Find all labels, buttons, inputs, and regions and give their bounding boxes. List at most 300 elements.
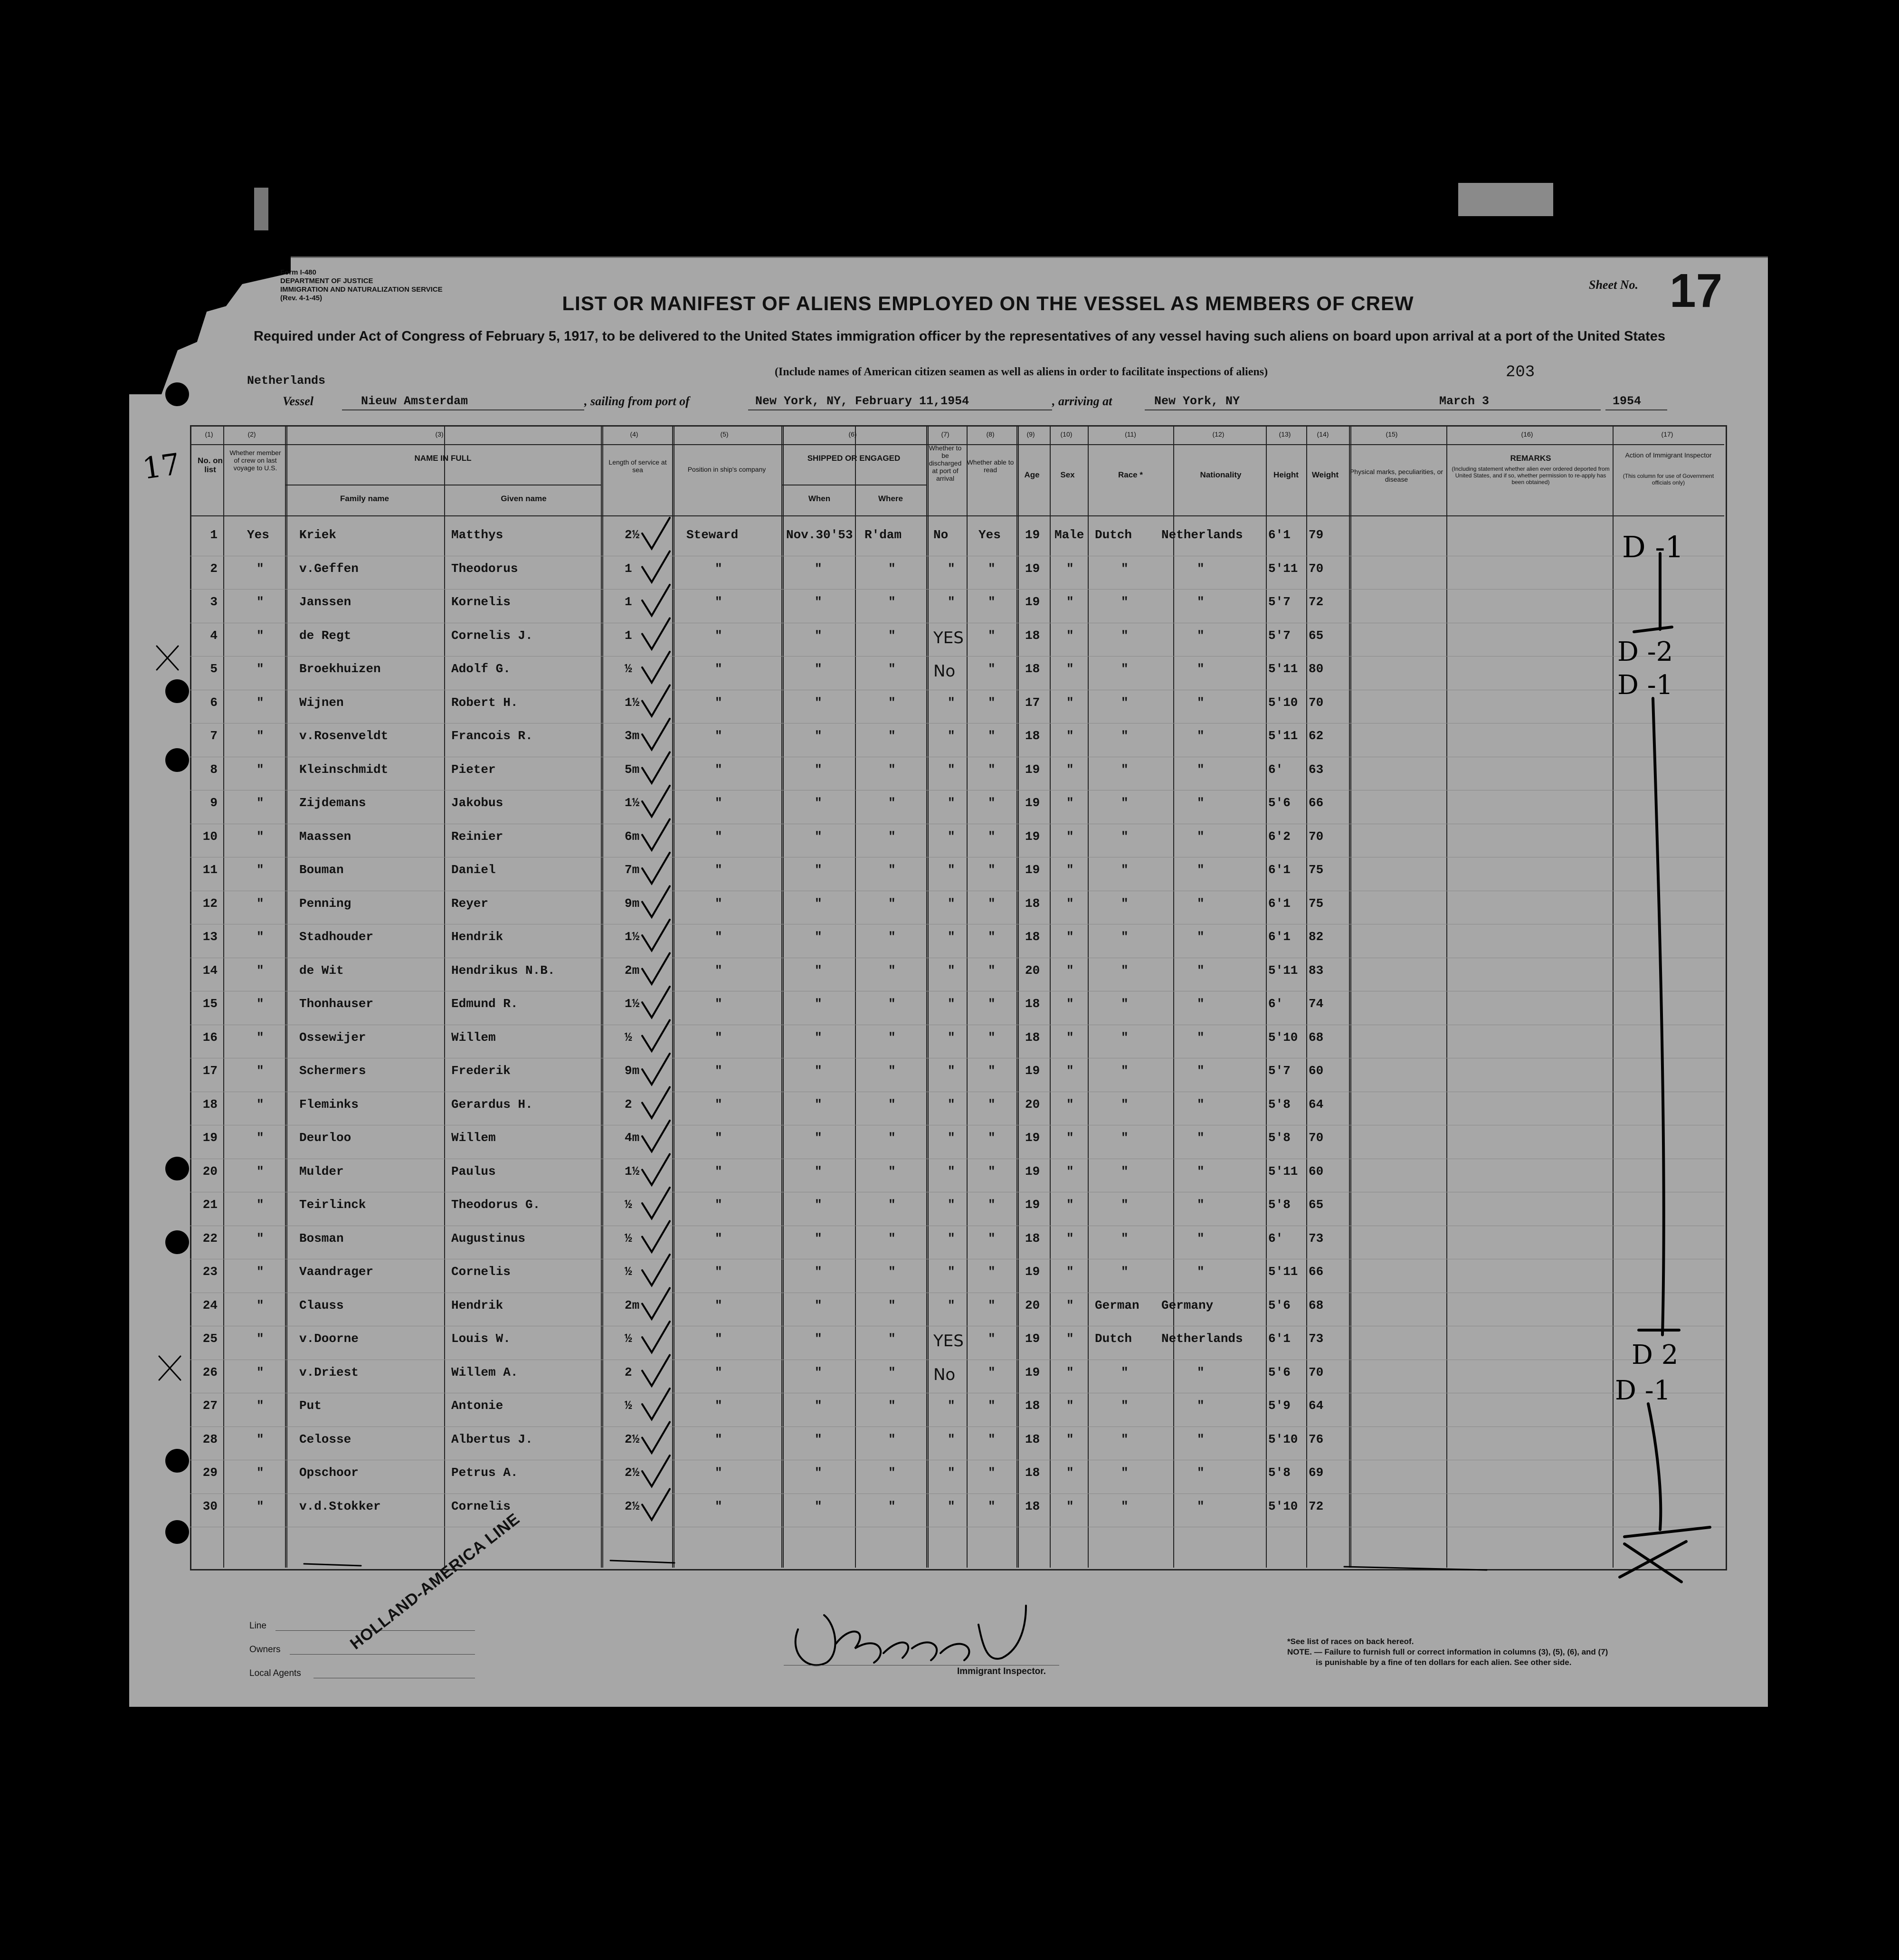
- service-length: ½: [625, 662, 632, 676]
- check-mark: [642, 719, 670, 750]
- discharged: ": [948, 729, 955, 743]
- shipped-when: ": [815, 1030, 822, 1045]
- column-number: (10): [1060, 430, 1073, 438]
- height: 5'6: [1268, 796, 1291, 810]
- shipped-when: ": [815, 1432, 822, 1446]
- age: 20: [1025, 963, 1040, 978]
- height: 5'7: [1268, 1064, 1291, 1078]
- shipped-where: ": [888, 1432, 896, 1446]
- last-voyage: ": [256, 762, 264, 777]
- height: 6'2: [1268, 829, 1291, 844]
- header-discharged: Whether to be discharged at port of arrival: [929, 444, 962, 482]
- nationality: ": [1197, 1465, 1205, 1480]
- weight: 76: [1309, 1432, 1324, 1446]
- weight: 72: [1309, 1499, 1324, 1513]
- age: 18: [1025, 1432, 1040, 1446]
- able-to-read: ": [988, 1198, 996, 1212]
- age: 19: [1025, 595, 1040, 609]
- shipped-when: ": [815, 1499, 822, 1513]
- service-length: ½: [625, 1198, 632, 1212]
- nationality: ": [1197, 1131, 1205, 1145]
- header-weight: Weight: [1311, 470, 1339, 479]
- vessel-flag: Netherlands: [247, 374, 326, 388]
- last-voyage: ": [256, 561, 264, 576]
- discharged: ": [948, 1030, 955, 1045]
- sex: ": [1066, 1131, 1074, 1145]
- ship-position: ": [715, 963, 722, 978]
- weight: 70: [1309, 1365, 1324, 1380]
- age: 18: [1025, 662, 1040, 676]
- shipped-where: ": [888, 1399, 896, 1413]
- shipped-when: ": [815, 829, 822, 844]
- row-number: 2: [210, 561, 218, 576]
- able-to-read: ": [988, 963, 996, 978]
- row-number: 10: [202, 829, 218, 844]
- age: 18: [1025, 1231, 1040, 1246]
- nationality: ": [1197, 1097, 1205, 1112]
- service-length: 9m: [625, 1064, 640, 1078]
- given-name: Hendrik: [451, 930, 503, 944]
- discharged: No: [933, 662, 956, 681]
- last-voyage: ": [256, 1265, 264, 1279]
- race: ": [1121, 628, 1129, 643]
- given-name: Matthys: [451, 528, 503, 542]
- column-number: (15): [1386, 430, 1398, 438]
- service-length: 5m: [625, 762, 640, 777]
- family-name: Teirlinck: [299, 1198, 366, 1212]
- header-age: Age: [1024, 470, 1040, 479]
- shipped-when: ": [815, 1298, 822, 1313]
- discharged: YES: [933, 1332, 964, 1351]
- nationality: ": [1197, 1198, 1205, 1212]
- able-to-read: ": [988, 896, 996, 911]
- age: 19: [1025, 1265, 1040, 1279]
- race: ": [1121, 595, 1129, 609]
- inspector-mark-d1: D -1: [1622, 530, 1684, 564]
- sex: ": [1066, 1465, 1074, 1480]
- race: ": [1121, 896, 1129, 911]
- ship-position: ": [715, 1265, 722, 1279]
- family-name: Vaandrager: [299, 1265, 374, 1279]
- weight: 70: [1309, 561, 1324, 576]
- race: ": [1121, 1432, 1129, 1446]
- check-mark: [642, 618, 670, 649]
- sheet-number-label: Sheet No.: [1589, 278, 1638, 292]
- last-voyage: ": [256, 1198, 264, 1212]
- shipped-where: ": [888, 1365, 896, 1380]
- race: ": [1121, 1030, 1129, 1045]
- weight: 68: [1309, 1298, 1324, 1313]
- able-to-read: ": [988, 1499, 996, 1513]
- last-voyage: ": [256, 1164, 264, 1179]
- shipped-when: ": [815, 762, 822, 777]
- family-name: Schermers: [299, 1064, 366, 1078]
- service-length: ½: [625, 1231, 632, 1246]
- family-name: Fleminks: [299, 1097, 359, 1112]
- age: 18: [1025, 729, 1040, 743]
- header-where: Where: [878, 494, 903, 503]
- family-name: Thonhauser: [299, 997, 374, 1011]
- age: 19: [1025, 1131, 1040, 1145]
- race: ": [1121, 1198, 1129, 1212]
- shipped-when: ": [815, 1332, 822, 1346]
- ship-position: ": [715, 863, 722, 877]
- ship-position: ": [715, 1399, 722, 1413]
- ship-position: ": [715, 829, 722, 844]
- race: ": [1121, 1164, 1129, 1179]
- row-number: 7: [210, 729, 218, 743]
- ship-position: ": [715, 595, 722, 609]
- column-number: (8): [986, 430, 995, 438]
- nationality: ": [1197, 595, 1205, 609]
- weight: 62: [1309, 729, 1324, 743]
- service-length: 1½: [625, 997, 640, 1011]
- discharged: ": [948, 896, 955, 911]
- check-mark: [642, 1288, 670, 1319]
- discharged: ": [948, 1399, 955, 1413]
- given-name: Antonie: [451, 1399, 503, 1413]
- nationality: ": [1197, 863, 1205, 877]
- able-to-read: ": [988, 829, 996, 844]
- age: 19: [1025, 1198, 1040, 1212]
- include-note: (Include names of American citizen seamen as well as aliens in order to facilitate inspections of aliens): [774, 366, 1268, 378]
- nationality: ": [1197, 762, 1205, 777]
- line-label: Line: [249, 1621, 266, 1631]
- race: ": [1121, 662, 1129, 676]
- ship-position: ": [715, 1465, 722, 1480]
- nationality: ": [1197, 1365, 1205, 1380]
- sex: ": [1066, 729, 1074, 743]
- given-name: Adolf G.: [451, 662, 511, 676]
- given-name: Willem A.: [451, 1365, 518, 1380]
- service-length: ½: [625, 1030, 632, 1045]
- owners-underline: [290, 1654, 475, 1655]
- header-position: Position in ship's company: [687, 466, 766, 473]
- service-length: 1: [625, 628, 632, 643]
- nationality: ": [1197, 561, 1205, 576]
- given-name: Kornelis: [451, 595, 511, 609]
- height: 6': [1268, 762, 1283, 777]
- sex: ": [1066, 1499, 1074, 1513]
- check-mark: [642, 953, 670, 984]
- able-to-read: ": [988, 729, 996, 743]
- row-number: 5: [210, 662, 218, 676]
- race: ": [1121, 1265, 1129, 1279]
- age: 20: [1025, 1298, 1040, 1313]
- height: 5'7: [1268, 628, 1291, 643]
- shipped-when: ": [815, 1064, 822, 1078]
- age: 19: [1025, 762, 1040, 777]
- header-when: When: [808, 494, 831, 503]
- nationality: ": [1197, 930, 1205, 944]
- family-name: v.Driest: [299, 1365, 359, 1380]
- nationality: ": [1197, 1432, 1205, 1446]
- last-voyage: ": [256, 1399, 264, 1413]
- row-number: 16: [202, 1030, 218, 1045]
- check-mark: [642, 1154, 670, 1185]
- ship-position: ": [715, 1332, 722, 1346]
- shipped-when: ": [815, 1131, 822, 1145]
- last-voyage: ": [256, 1298, 264, 1313]
- arriving-label: , arriving at: [1052, 394, 1112, 408]
- ship-position: ": [715, 1064, 722, 1078]
- shipped-when: ": [815, 729, 822, 743]
- weight: 73: [1309, 1231, 1324, 1246]
- service-length: 6m: [625, 829, 640, 844]
- family-name: Bosman: [299, 1231, 344, 1246]
- weight: 70: [1309, 695, 1324, 710]
- shipped-where: ": [888, 1465, 896, 1480]
- last-voyage: ": [256, 896, 264, 911]
- service-length: ½: [625, 1332, 632, 1346]
- age: 20: [1025, 1097, 1040, 1112]
- race: ": [1121, 762, 1129, 777]
- cross-mark: [157, 646, 178, 670]
- discharged: ": [948, 829, 955, 844]
- sex: Male: [1054, 528, 1084, 542]
- able-to-read: ": [988, 695, 996, 710]
- weight: 60: [1309, 1064, 1324, 1078]
- family-name: Kriek: [299, 528, 337, 542]
- shipped-where: ": [888, 595, 896, 609]
- weight: 66: [1309, 1265, 1324, 1279]
- column-number: (4): [630, 430, 638, 438]
- shipped-where: ": [888, 930, 896, 944]
- row-number: 18: [202, 1097, 218, 1112]
- given-name: Cornelis J.: [451, 628, 533, 643]
- given-name: Daniel: [451, 863, 496, 877]
- height: 5'8: [1268, 1097, 1291, 1112]
- race: ": [1121, 695, 1129, 710]
- revision-date: (Rev. 4-1-45): [280, 294, 323, 302]
- nationality: ": [1197, 1499, 1205, 1513]
- discharged: ": [948, 1231, 955, 1246]
- race: ": [1121, 561, 1129, 576]
- family-name: v.d.Stokker: [299, 1499, 381, 1513]
- weight: 66: [1309, 796, 1324, 810]
- check-mark: [642, 1355, 670, 1386]
- shipped-where: ": [888, 662, 896, 676]
- header-race: Race *: [1118, 470, 1143, 479]
- able-to-read: ": [988, 762, 996, 777]
- sex: ": [1066, 1265, 1074, 1279]
- service-length: 2½: [625, 528, 640, 542]
- column-number: (5): [720, 430, 729, 438]
- ship-position: ": [715, 628, 722, 643]
- sailing-label: , sailing from port of: [584, 394, 690, 408]
- shipped-when: ": [815, 796, 822, 810]
- ship-position: ": [715, 1030, 722, 1045]
- service-length: 1½: [625, 930, 640, 944]
- nationality: ": [1197, 729, 1205, 743]
- service-length: 7m: [625, 863, 640, 877]
- nationality: ": [1197, 896, 1205, 911]
- age: 18: [1025, 997, 1040, 1011]
- service-length: 1: [625, 595, 632, 609]
- age: 19: [1025, 528, 1040, 542]
- able-to-read: ": [988, 796, 996, 810]
- check-mark: [642, 886, 670, 917]
- check-mark: [642, 786, 670, 817]
- ship-position: ": [715, 1131, 722, 1145]
- last-voyage: ": [256, 1465, 264, 1480]
- column-number: (3): [435, 430, 444, 438]
- given-name: Hendrik: [451, 1298, 503, 1313]
- able-to-read: ": [988, 595, 996, 609]
- family-name: Mulder: [299, 1164, 344, 1179]
- shipped-when: ": [815, 628, 822, 643]
- sex: ": [1066, 1298, 1074, 1313]
- weight: 79: [1309, 528, 1324, 542]
- header-remarks-note: (Including statement whether alien ever ordered deported from United States, and if so, whether permission to re-apply has been obtained): [1452, 466, 1610, 485]
- department-name: DEPARTMENT OF JUSTICE: [280, 277, 373, 285]
- shipped-where: ": [888, 1298, 896, 1313]
- last-voyage: ": [256, 1432, 264, 1446]
- nationality: ": [1197, 662, 1205, 676]
- row-number: 4: [210, 628, 218, 643]
- row-number: 3: [210, 595, 218, 609]
- shipped-where: ": [888, 1499, 896, 1513]
- family-name: Janssen: [299, 595, 351, 609]
- check-mark: [642, 752, 670, 783]
- age: 18: [1025, 1399, 1040, 1413]
- family-name: Broekhuizen: [299, 662, 381, 676]
- given-name: Willem: [451, 1131, 496, 1145]
- service-length: ½: [625, 1399, 632, 1413]
- given-name: Theodorus G.: [451, 1198, 541, 1212]
- sex: ": [1066, 1198, 1074, 1212]
- header-nationality: Nationality: [1200, 470, 1242, 479]
- shipped-when: ": [815, 1198, 822, 1212]
- column-number: (7): [941, 430, 950, 438]
- row-number: 19: [202, 1131, 218, 1145]
- given-name: Augustinus: [451, 1231, 526, 1246]
- row-number: 21: [202, 1198, 218, 1212]
- service-length: 2½: [625, 1465, 640, 1480]
- sex: ": [1066, 628, 1074, 643]
- able-to-read: ": [988, 561, 996, 576]
- height: 5'10: [1268, 1499, 1298, 1513]
- penalty-note: NOTE. — Failure to furnish full or correct information in columns (3), (5), (6), and (7): [1287, 1647, 1608, 1656]
- age: 19: [1025, 796, 1040, 810]
- last-voyage: ": [256, 863, 264, 877]
- header-shipped-or-engaged: SHIPPED OR ENGAGED: [807, 454, 901, 463]
- weight: 80: [1309, 662, 1324, 676]
- able-to-read: Yes: [978, 528, 1001, 542]
- able-to-read: ": [988, 930, 996, 944]
- row-number: 11: [202, 863, 218, 877]
- last-voyage: ": [256, 963, 264, 978]
- able-to-read: ": [988, 1231, 996, 1246]
- height: 6'1: [1268, 528, 1291, 542]
- header-no-on-list: No. on list: [198, 456, 223, 474]
- row-number: 22: [202, 1231, 218, 1246]
- nationality: ": [1197, 1164, 1205, 1179]
- able-to-read: ": [988, 1399, 996, 1413]
- shipped-where: ": [888, 1030, 896, 1045]
- discharged: ": [948, 1432, 955, 1446]
- shipped-when: ": [815, 930, 822, 944]
- service-length: 2: [625, 1097, 632, 1112]
- nationality: ": [1197, 1064, 1205, 1078]
- header-height: Height: [1273, 470, 1299, 479]
- height: 5'8: [1268, 1465, 1291, 1480]
- header-able-to-read: Whether able to read: [967, 458, 1014, 474]
- shipped-when: ": [815, 1365, 822, 1380]
- weight: 70: [1309, 1131, 1324, 1145]
- able-to-read: ": [988, 1365, 996, 1380]
- shipped-where: ": [888, 1097, 896, 1112]
- weight: 70: [1309, 829, 1324, 844]
- height: 5'6: [1268, 1365, 1291, 1380]
- age: 17: [1025, 695, 1040, 710]
- row-number: 14: [202, 963, 218, 978]
- last-voyage: ": [256, 997, 264, 1011]
- shipped-where: ": [888, 796, 896, 810]
- last-voyage: ": [256, 1064, 264, 1078]
- family-name: Bouman: [299, 863, 344, 877]
- family-name: de Regt: [299, 628, 351, 643]
- row-number: 24: [202, 1298, 218, 1313]
- header-remarks: REMARKS: [1510, 454, 1551, 463]
- pen-stroke: [610, 1560, 674, 1563]
- ship-position: ": [715, 997, 722, 1011]
- last-voyage: ": [256, 729, 264, 743]
- weight: 65: [1309, 1198, 1324, 1212]
- weight: 60: [1309, 1164, 1324, 1179]
- able-to-read: ": [988, 1298, 996, 1313]
- sex: ": [1066, 1365, 1074, 1380]
- height: 6': [1268, 997, 1283, 1011]
- able-to-read: ": [988, 662, 996, 676]
- service-length: 2½: [625, 1432, 640, 1446]
- row-number: 25: [202, 1332, 218, 1346]
- sailing-from: New York, NY, February 11,1954: [755, 394, 969, 408]
- inspector-mark-d1: D -1: [1615, 1375, 1671, 1406]
- service-length: 2: [625, 1365, 632, 1380]
- age: 19: [1025, 829, 1040, 844]
- row-number: 9: [210, 796, 218, 810]
- race: Dutch: [1095, 1332, 1132, 1346]
- race: ": [1121, 1465, 1129, 1480]
- sex: ": [1066, 762, 1074, 777]
- height: 5'7: [1268, 595, 1291, 609]
- race: ": [1121, 930, 1129, 944]
- height: 6'1: [1268, 896, 1291, 911]
- height: 5'10: [1268, 695, 1298, 710]
- service-length: 3m: [625, 729, 640, 743]
- check-mark: [642, 1389, 670, 1419]
- family-name: Clauss: [299, 1298, 344, 1313]
- ship-position: ": [715, 695, 722, 710]
- height: 5'10: [1268, 1030, 1298, 1045]
- check-mark: [642, 1422, 670, 1453]
- inspector-mark-d2: D -2: [1617, 637, 1673, 667]
- given-name: Petrus A.: [451, 1465, 518, 1480]
- last-voyage: ": [256, 829, 264, 844]
- last-voyage: ": [256, 796, 264, 810]
- weight: 64: [1309, 1399, 1324, 1413]
- shipped-where: ": [888, 729, 896, 743]
- shipped-where: ": [888, 997, 896, 1011]
- ship-position: ": [715, 1164, 722, 1179]
- nationality: Netherlands: [1161, 1332, 1243, 1346]
- service-length: 1: [625, 561, 632, 576]
- service-length: 1½: [625, 695, 640, 710]
- family-name: Put: [299, 1399, 322, 1413]
- family-name: Stadhouder: [299, 930, 374, 944]
- ship-position: ": [715, 1432, 722, 1446]
